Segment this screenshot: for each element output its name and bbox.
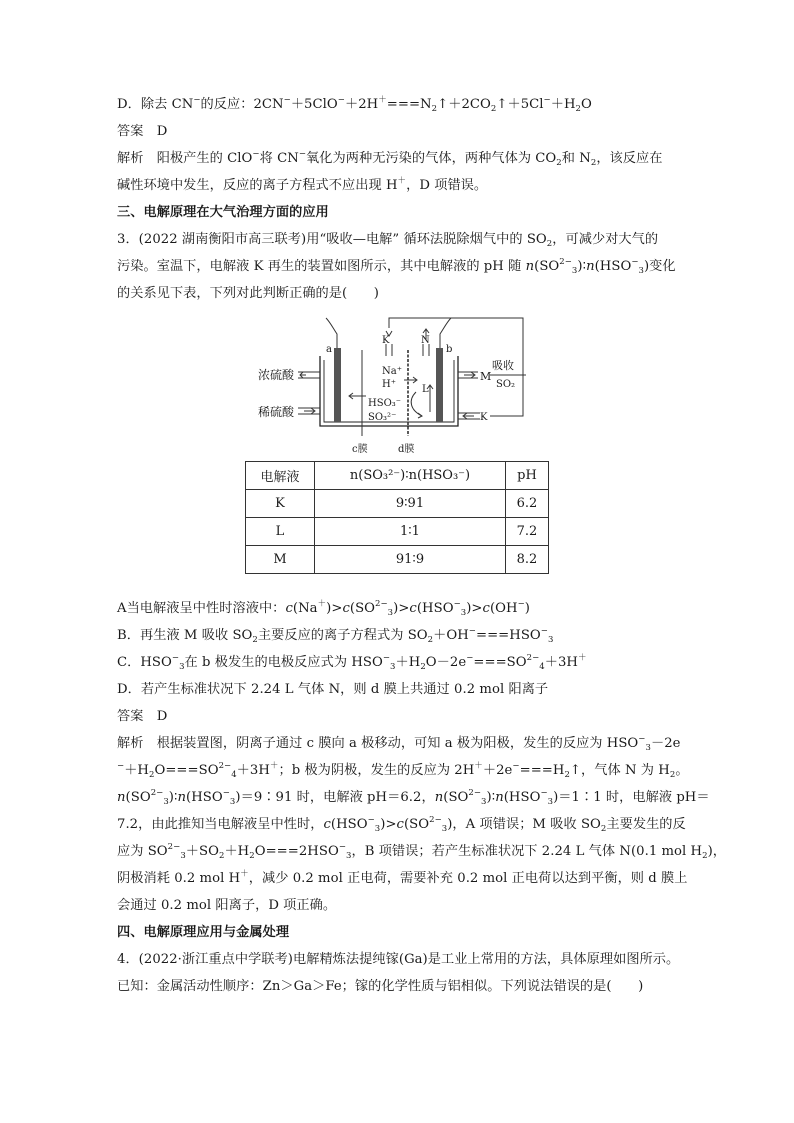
arrow-anion [349,393,366,399]
text-run: )> [326,601,343,616]
text-run: )> [380,817,397,832]
text-run: )变化 [643,259,676,274]
text-line [117,978,643,996]
text-line [117,870,688,888]
electrode-b [436,348,443,422]
text-run: − [298,149,307,159]
text-run: 3 [547,797,554,807]
text-run: (HSO [594,259,632,274]
text-run: 2 [546,239,553,249]
section-heading [117,204,329,222]
text-run: n [434,790,444,805]
text-run: 2 [490,104,497,114]
text-run: )∶ [486,790,496,805]
text-run: ＋ [474,761,483,771]
electrolyte-table [245,461,549,574]
arrow-cation [404,377,417,383]
text-run: ＋ [269,761,279,771]
text-run: C．HSO [117,655,172,670]
label-absorb: 吸收 [492,359,514,372]
text-line [117,762,689,780]
text-run: )∶ [168,790,178,805]
text-run: (SO [443,790,469,805]
text-run: 2 [148,770,155,780]
text-run: − [468,626,476,636]
text-run: 。 [675,763,689,778]
text-run: (SO [534,259,560,274]
text-run: (SO [403,817,430,832]
text-run: 2− [468,788,482,798]
text-run: − [540,626,548,636]
text-line [117,285,379,303]
text-run: ＋ [577,653,587,663]
text-run: ↑＋2CO [437,97,491,112]
text-run: 2 [218,851,225,861]
text-line [117,843,726,861]
text-run: 2− [167,842,181,852]
text-run: 2 [575,104,581,114]
text-run: ＋H [224,844,250,859]
text-run: 的反应：2CN [200,97,284,112]
text-line [117,96,592,114]
text-run: c [409,601,417,616]
text-run: 3 [180,851,186,861]
cell-ratio: 9∶91 [315,490,506,518]
text-run: 2− [429,815,442,825]
table-row [246,546,549,574]
text-run: ＋H [395,655,421,670]
text-run: − [638,734,646,744]
text-line [117,177,487,195]
text-run: 2− [526,653,540,663]
label-d-membrane: d膜 [398,444,415,455]
text-run: (SO [349,601,376,616]
text-run: 3 [387,608,394,618]
text-run: − [337,95,345,105]
text-run: − [222,788,230,798]
text-run: ＋3H [236,763,270,778]
label-h: H⁺ [382,379,396,390]
text-run: 3 [374,824,381,834]
text-run: 答案 D [117,709,168,724]
text-run: 4 [539,662,545,672]
cell-name: M [246,546,315,574]
text-run: B．再生液 M 吸收 SO [117,628,253,643]
text-run: ；b 极为阴极，发生的反应为 2H [278,763,475,778]
text-run: c [285,601,293,616]
outlet-conc-acid [298,372,320,378]
text-run: n [495,790,504,805]
text-run: ，可减少对大气的 [552,232,659,247]
text-run: 应为 SO [117,844,168,859]
text-run: )＝1∶1 时，电解液 pH＝ [553,790,710,805]
label-n-top: N [421,335,430,346]
text-run: )> [393,601,410,616]
text-run: n [117,790,126,805]
text-run: − [171,653,180,663]
text-line [117,231,658,249]
text-run: 污染。室温下，电解液 K 再生的装置如图所示，其中电解液的 pH 随 [117,259,526,274]
text-run: 2− [218,761,232,771]
text-run: 解析 阳极产生的 ClO [117,151,253,166]
text-run: 解析 根据装置图，阴离子通过 c 膜向 a 极移动，可知 a 极为阳极，发生的反应为 HSO [117,736,639,751]
text-line [117,708,167,726]
text-run: 2 [600,824,607,834]
text-run: − [543,95,551,105]
text-run: 2− [559,257,572,267]
text-run: 在 b 极发生的电极反应式为 HSO [184,655,383,670]
text-run: 4．(2022·浙江重点中学联考)电解精炼法提纯镓(Ga)是工业上常用的方法，具体原理如图所示。 [117,952,680,967]
text-run: )> [466,601,483,616]
text-run: 3 [229,797,236,807]
text-run: 7.2，由此推知当电解液呈中性时， [117,817,324,832]
text-run: 3 [460,608,467,618]
label-na: Na⁺ [382,366,402,377]
text-run: O===2HSO [254,844,339,859]
text-run: 2 [252,635,258,645]
text-run: ===H [519,763,565,778]
text-run: ===HSO [475,628,541,643]
text-run: − [193,95,201,105]
text-run: 的关系见下表，下列对此判断正确的是( ) [117,286,379,301]
text-run: − [367,815,375,825]
inlet-k-right [458,413,480,419]
label-l: L [422,384,429,395]
text-run: (HSO [416,601,454,616]
cell-name: K [246,490,315,518]
text-run: n [177,790,187,805]
label-hso3: HSO₃⁻ [368,398,402,409]
text-run: 已知：金属活动性顺序：Zn＞Ga＞Fe；镓的化学性质与铝相似。下列说法错误的是( ) [117,979,644,994]
text-run: ＋2e [482,763,513,778]
text-run: 3 [163,797,169,807]
label-so2: SO₂ [496,379,516,390]
text-run: ，减少 0.2 mol 正电荷，需要补充 0.2 mol 正电荷以达到平衡，则 d 膜上 [248,871,688,886]
text-run: ===SO [473,655,527,670]
text-line [117,627,553,645]
label-conc-acid: 浓硫酸 [258,368,295,382]
cell-ratio: 91∶9 [315,546,506,574]
text-run: O－2e [425,655,467,670]
text-run: 3 [571,266,578,276]
text-run: 2 [427,635,434,645]
text-run: ＋H [124,763,149,778]
text-run: 2− [375,599,388,609]
text-run: 会通过 0.2 mol 阳离子，D 项正确。 [117,898,337,913]
text-run: )，A 项错误；M 吸收 SO [447,817,601,832]
text-run: 3 [179,662,185,672]
text-run: 4 [231,770,237,780]
label-b: b [446,344,453,355]
text-run: − [466,653,474,663]
cell-name: L [246,518,315,546]
outlet-m [458,372,478,378]
text-line [117,735,681,753]
text-line [117,123,167,141]
text-line [117,816,686,834]
text-run: ↑，气体 N 为 H [569,763,670,778]
text-run: A当电解液呈中性时溶液中： [117,601,286,616]
text-run: n [525,259,535,274]
text-run: 3 [481,797,487,807]
label-m: M [480,370,492,383]
text-run: ，D 项错误。 [406,178,488,193]
text-run: 主要发生的反 [606,817,686,832]
text-run: 3 [441,824,448,834]
label-k-top: K [382,335,390,346]
text-run: 2 [669,770,676,780]
text-run: − [117,761,125,771]
text-run: 3 [645,743,651,753]
electrode-a [334,348,341,422]
cell-ph: 8.2 [506,546,549,574]
label-a: a [326,344,332,355]
text-run: 将 CN [259,151,299,166]
text-run: 碱性环境中发生，反应的离子方程式不应出现 H [117,178,398,193]
text-run: 阴极消耗 0.2 mol H [117,871,241,886]
text-run: 2 [590,158,597,168]
text-run: c [396,817,404,832]
text-run: 2 [564,770,570,780]
text-run: 答案 D [117,124,168,139]
text-run: ＋2H [344,97,379,112]
text-run: 2 [420,662,426,672]
header-ratio: n(SO₃²⁻)∶n(HSO₃⁻) [315,462,506,490]
text-run: ===N [386,97,432,112]
text-run: ＋3H [544,655,578,670]
text-run: − [283,95,291,105]
text-run: ) [524,601,530,616]
text-run: (HSO [503,790,541,805]
table-header-row [246,462,549,490]
label-so3: SO₃²⁻ [368,412,397,423]
text-line [117,258,676,276]
text-run: 3 [638,266,644,276]
text-run: )＝9∶91 时，电解液 pH＝6.2， [235,790,435,805]
text-run: －2e [650,736,681,751]
text-run: O===SO [154,763,219,778]
text-line [117,600,530,618]
header-electrolyte: 电解液 [246,462,315,490]
text-run: n [586,259,595,274]
text-run: − [252,149,260,159]
section-heading [117,924,289,942]
label-dilute-acid: 稀硫酸 [258,405,295,419]
text-run: 氧化为两种无污染的气体，两种气体为 CO [306,151,557,166]
text-line [117,681,548,699]
text-run: (Na [292,601,318,616]
text-run: ↑＋5Cl [496,97,544,112]
table-row [246,490,549,518]
text-run: (HSO [186,790,223,805]
text-run: c [482,601,490,616]
arrow-curve-l-head [418,413,422,418]
text-run: 2 [431,104,438,114]
text-run: D．除去 CN [117,97,194,112]
text-run: − [512,761,520,771]
electrolysis-apparatus-diagram [258,316,534,458]
arrow-curve-l [411,392,422,416]
label-k-right: K [480,412,488,423]
text-run: 3 [346,851,352,861]
text-run: − [631,257,639,267]
text-run: 四、电解原理应用与金属处理 [117,925,290,940]
text-run: ＋OH [433,628,469,643]
text-line [117,789,710,807]
text-run: ＋ [378,95,387,105]
text-run: − [453,599,461,609]
text-run: ＋5ClO [290,97,338,112]
text-run: 3．(2022 湖南衡阳市高三联考)用“吸收—电解” 循环法脱除烟气中的 SO [117,232,547,247]
text-run: ＋ [240,869,249,879]
label-c-membrane: c膜 [352,444,368,455]
header-ph: pH [506,462,549,490]
text-run: 2− [150,788,164,798]
text-run: (SO [125,790,151,805]
text-run: 3 [547,635,554,645]
cell-ph: 6.2 [506,490,549,518]
text-run: 3 [390,662,396,672]
text-run: ＋ [397,176,407,186]
text-run: ＋H [550,97,576,112]
text-run: 2 [249,851,255,861]
text-run: 主要反应的离子方程式为 SO [257,628,428,643]
text-run: − [382,653,391,663]
text-run: c [342,601,350,616]
text-run: 2 [556,158,562,168]
cell-ph: 7.2 [506,518,549,546]
text-run: ，该反应在 [596,151,663,166]
text-run: 三、电解原理在大气治理方面的应用 [117,205,329,220]
table-row [246,518,549,546]
text-run: ＋ [317,599,327,609]
text-run: (OH [489,601,518,616]
text-run: − [517,599,525,609]
text-line [117,654,587,672]
text-run: )∶ [577,259,587,274]
text-run: ＋SO [185,844,219,859]
text-line [117,951,679,969]
cell-ratio: 1∶1 [315,518,506,546]
text-run: 和 N [561,151,591,166]
text-run: 2 [702,851,708,861]
text-run: − [338,842,346,852]
text-run: D．若产生标准状况下 2.24 L 气体 N，则 d 膜上共通过 0.2 mol 阳离子 [117,682,549,697]
text-run: − [540,788,548,798]
text-run: c [323,817,331,832]
text-line [117,897,336,915]
text-run: ，B 项错误；若产生标准状况下 2.24 L 气体 N(0.1 mol H [351,844,703,859]
text-line [117,150,663,168]
text-run: O [581,97,592,112]
text-run: (HSO [330,817,368,832]
inlet-dilute-acid [298,408,320,414]
text-run: )， [707,844,727,859]
